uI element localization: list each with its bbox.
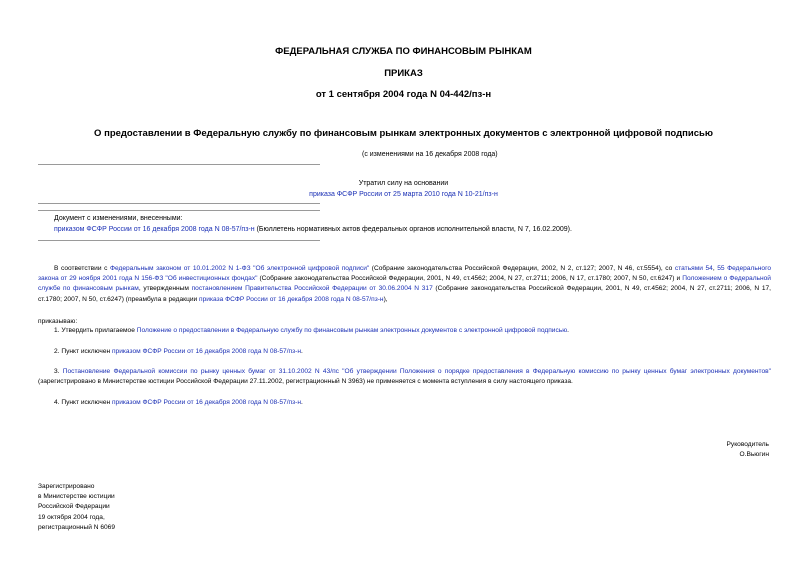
lapsed-order-link[interactable]: приказа ФСФР России от 25 марта 2010 года N 10-21/пз-н: [309, 191, 498, 198]
article-link[interactable]: статьями 54: [674, 265, 713, 272]
fcsm-resolution-link[interactable]: Постановление Федеральной комиссии по рынку ценных бумаг от 31.10.2002 N 43/пс "Об утверждении Положения о порядке предоставления в Федеральную комиссию по рынку ценных бумаг электронных документов": [62, 368, 771, 375]
signature-name: О.Вьюгин: [739, 451, 769, 458]
item-text: 2. Пункт исключен: [54, 348, 112, 355]
amending-order-link[interactable]: приказом ФСФР России от 16 декабря 2008 года N 08-57/пз-н: [54, 226, 255, 233]
list-item: [38, 347, 771, 357]
preamble-text: , утвержденным: [138, 285, 192, 293]
divider: [38, 210, 320, 211]
preamble-text: В соответствии с: [54, 265, 110, 272]
date-number-heading: от 1 сентября 2004 года N 04-442/пз-н: [315, 89, 492, 100]
amended-line: [54, 225, 572, 235]
registration-line: 19 октября 2004 года,: [38, 513, 105, 521]
doc-type-heading: ПРИКАЗ: [384, 68, 423, 79]
investment-funds-law-link[interactable]: 55 Федерального закона от 29 ноября 2001 года N 156-ФЗ "Об инвестиционных фондах": [38, 265, 771, 283]
exclusion-order-link[interactable]: приказом ФСФР России от 16 декабря 2008 года N 08-57/пз-н: [111, 348, 301, 355]
registration-line: Российской Федерации: [38, 503, 110, 511]
preamble-text: (Собрание законодательства Российской Федерации, 2001, N 49, ст.4562; 2004, N 27, ст.2711; 2006, N 17, ст.1780; 2007, N 50, ст.6247) и: [257, 275, 683, 283]
list-item: [38, 326, 771, 336]
regulation-approved-link[interactable]: Положение о предоставлении в Федеральную службу по финансовым рынкам электронных документов с электронной цифровой подписью: [136, 327, 568, 334]
preamble-text: ,: [712, 265, 718, 272]
item-text: 4. Пункт исключен: [54, 399, 112, 406]
item-text: (зарегистрировано в Министерстве юстиции Российской Федерации 27.11.2002, регистрационный N 3963) не применяется с момента вступления в силу настоящего приказа.: [38, 378, 573, 386]
page-title: О предоставлении в Федеральную службу по финансовым рынкам электронных документов с электронной цифровой подписью: [94, 128, 713, 139]
registration-line: в Министерстве юстиции: [38, 493, 115, 501]
preamble-amendment-link[interactable]: приказа ФСФР России от 16 декабря 2008 года N 08-57/пз-н: [199, 295, 384, 303]
item-text: 3.: [54, 368, 63, 375]
government-resolution-link[interactable]: постановлением Правительства Российской Федерации от 30.06.2004 N 317: [191, 285, 433, 293]
divider: [38, 203, 320, 204]
preamble-text: (Собрание законодательства Российской Федерации, 2002, N 2, ст.127; 2007, N 46, ст.5554), со: [369, 265, 675, 272]
item-text: .: [300, 348, 303, 355]
lapsed-notice: Утратил силу на основании: [358, 180, 449, 187]
agency-heading: ФЕДЕРАЛЬНАЯ СЛУЖБА ПО ФИНАНСОВЫМ РЫНКАМ: [275, 46, 532, 57]
divider: [38, 240, 320, 241]
registration-block: [38, 482, 115, 533]
amendments-note: (с изменениями на 16 декабря 2008 года): [362, 151, 498, 158]
amended-label: Документ с изменениями, внесенными:: [54, 215, 183, 222]
registration-line: Зарегистрировано: [38, 483, 95, 490]
preamble-text: (Собрание законодательства Российской Федерации, 2001, N 49, ст.4562; 2004, N 27, ст.2711; 2006, N 17, ст.1780; 2007, N 50, ст.6247) (преамбула в редакции: [38, 285, 771, 303]
registration-line: регистрационный N 6069: [38, 523, 116, 531]
item-text: .: [567, 327, 570, 334]
law-link[interactable]: Федеральным законом от 10.01.2002 N 1-ФЗ "Об электронной цифровой подписи": [109, 265, 370, 272]
item-text: .: [300, 399, 303, 406]
signature-role: Руководитель: [726, 441, 769, 448]
list-item: [38, 367, 771, 387]
preamble-paragraph: [38, 264, 771, 305]
orders-word: приказываю:: [38, 318, 78, 325]
item-text: 1. Утвердить прилагаемое: [54, 327, 137, 334]
preamble-text: ),: [383, 295, 388, 303]
divider: [38, 164, 320, 165]
amended-source: (Бюллетень нормативных актов федеральных органов исполнительной власти, N 7, 16.02.2009).: [254, 226, 572, 233]
regulation-link[interactable]: Положением о Федеральной службе по финансовым рынкам: [38, 275, 771, 293]
list-item: [38, 398, 771, 408]
exclusion-order-link[interactable]: приказом ФСФР России от 16 декабря 2008 года N 08-57/пз-н: [111, 399, 301, 406]
